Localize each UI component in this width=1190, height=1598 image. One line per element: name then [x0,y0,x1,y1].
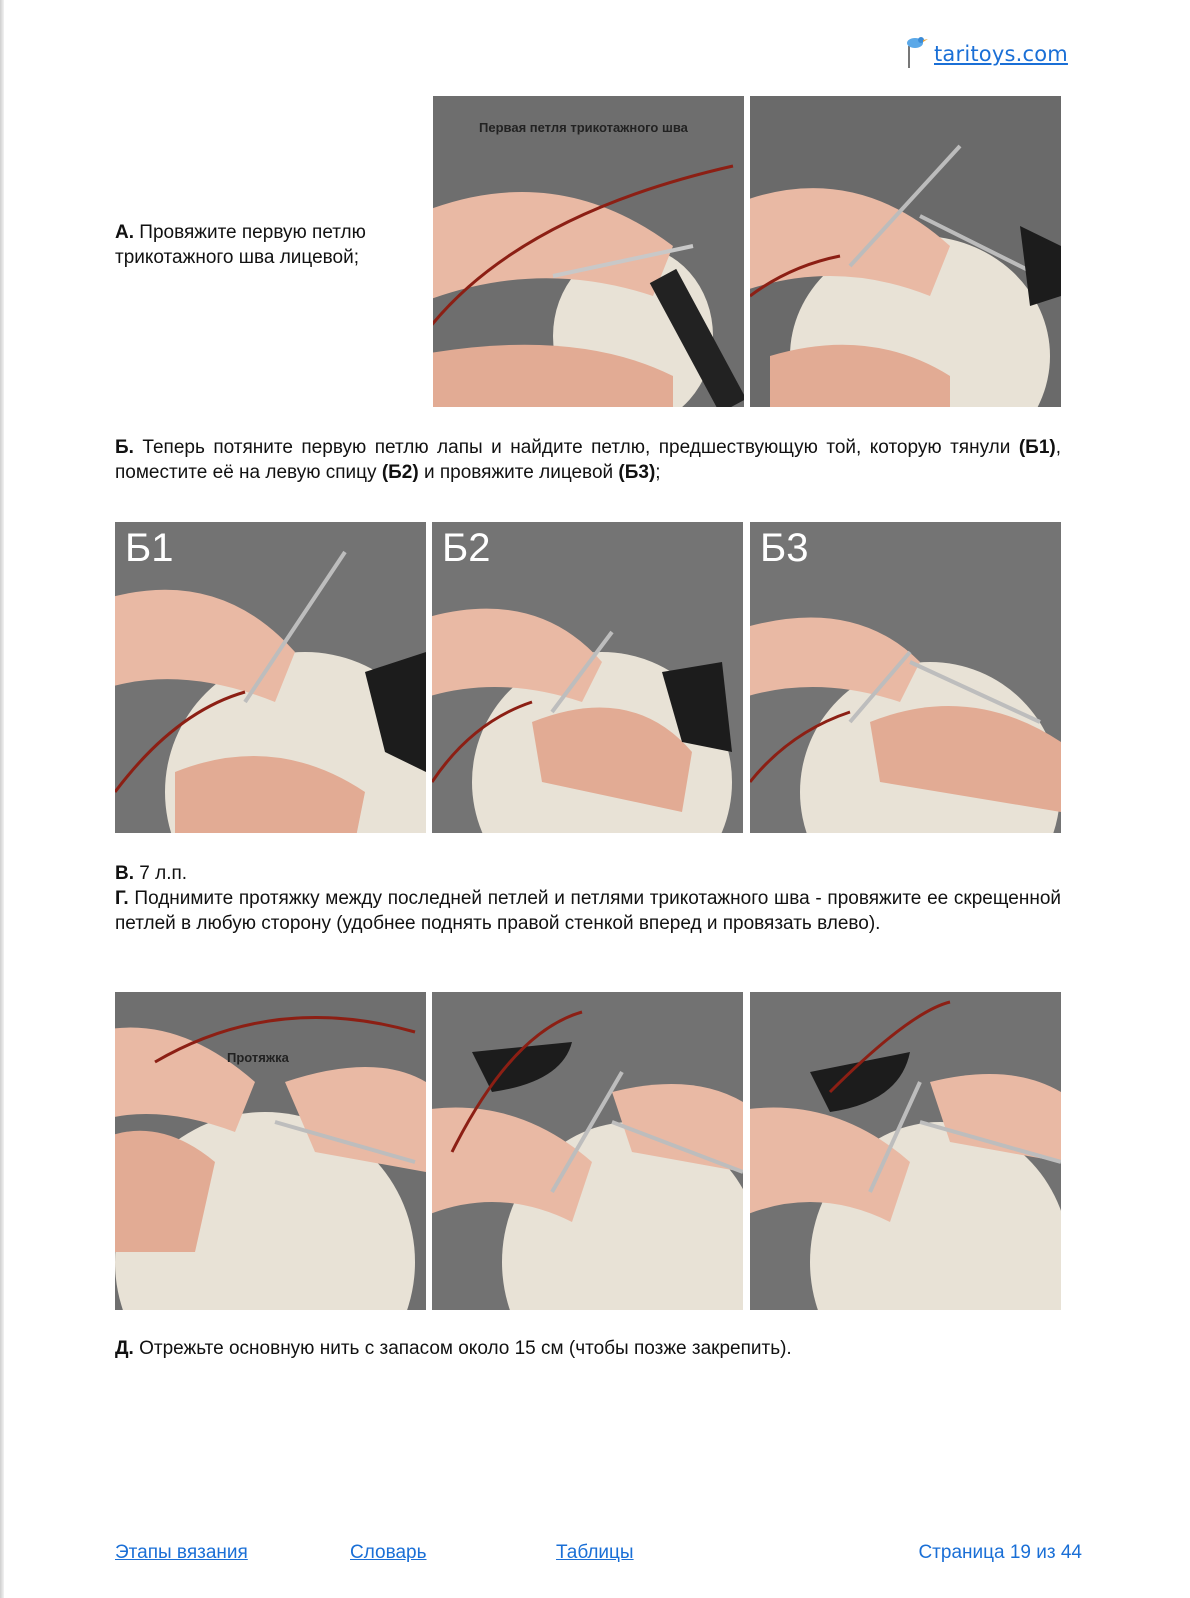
step-b-text [115,435,1061,485]
step-a-line2: трикотажного шва лицевой; [115,247,359,268]
step-b-text-part2: , поместите её на левую спицу [115,437,1062,483]
step-a-line1: Провяжите первую петлю [139,222,366,243]
photo-step-b1-label: Б1 [125,526,174,570]
bird-logo-icon [900,34,928,75]
page-number: Страница 19 из 44 [918,1542,1082,1563]
photo-step-b1 [115,522,426,833]
photo-step-g-1 [115,992,426,1310]
step-b-ref1: (Б1) [1018,437,1056,458]
site-logo-text: taritoys.com [934,42,1068,66]
step-b-text-part4: ; [655,462,661,483]
step-b-marker: Б. [115,437,134,458]
step-b-text-part3: и провяжите лицевой [418,462,614,483]
footer-link-glossary[interactable]: Словарь [350,1542,427,1563]
step-b-ref2: (Б2) [381,462,419,483]
step-v-marker: В. [115,863,134,884]
photo-step-a-caption: Первая петля трикотажного шва [479,120,688,135]
photo-step-g-2 [432,992,743,1310]
page-edge [0,0,4,1598]
step-g-text [115,886,1061,936]
step-b-text-part1: Теперь потяните первую петлю лапы и найдите петлю, предшествующую той, которую тянули [142,437,1011,458]
photo-step-b3 [750,522,1061,833]
photo-step-g-caption: Протяжка [227,1050,289,1065]
step-d-content: Отрежьте основную нить с запасом около 15 см (чтобы позже закрепить). [139,1338,792,1359]
photo-step-b3-label: Б3 [760,526,809,570]
step-a-marker: А. [115,222,134,243]
photo-step-a-1 [433,96,744,407]
step-d-marker: Д. [115,1338,134,1359]
photo-step-g-3 [750,992,1061,1310]
footer-link-knitting-stages[interactable]: Этапы вязания [115,1542,248,1563]
photo-step-b2 [432,522,743,833]
step-g-content: Поднимите протяжку между последней петлей и петлями трикотажного шва - провяжите ее скрещенной петлей в любую сторону (удобнее поднять правой стенкой вперед и провязать влево). [115,888,1062,934]
site-logo[interactable] [900,36,1086,72]
step-d-text [115,1336,1061,1361]
step-v-text [115,861,1061,886]
step-v-content: 7 л.п. [139,863,188,884]
footer-link-tables[interactable]: Таблицы [556,1542,634,1563]
step-b-ref3: (Б3) [618,462,656,483]
photo-step-b2-label: Б2 [442,526,491,570]
photo-step-a-2 [750,96,1061,407]
step-a-text [115,220,415,270]
step-g-marker: Г. [115,888,129,909]
